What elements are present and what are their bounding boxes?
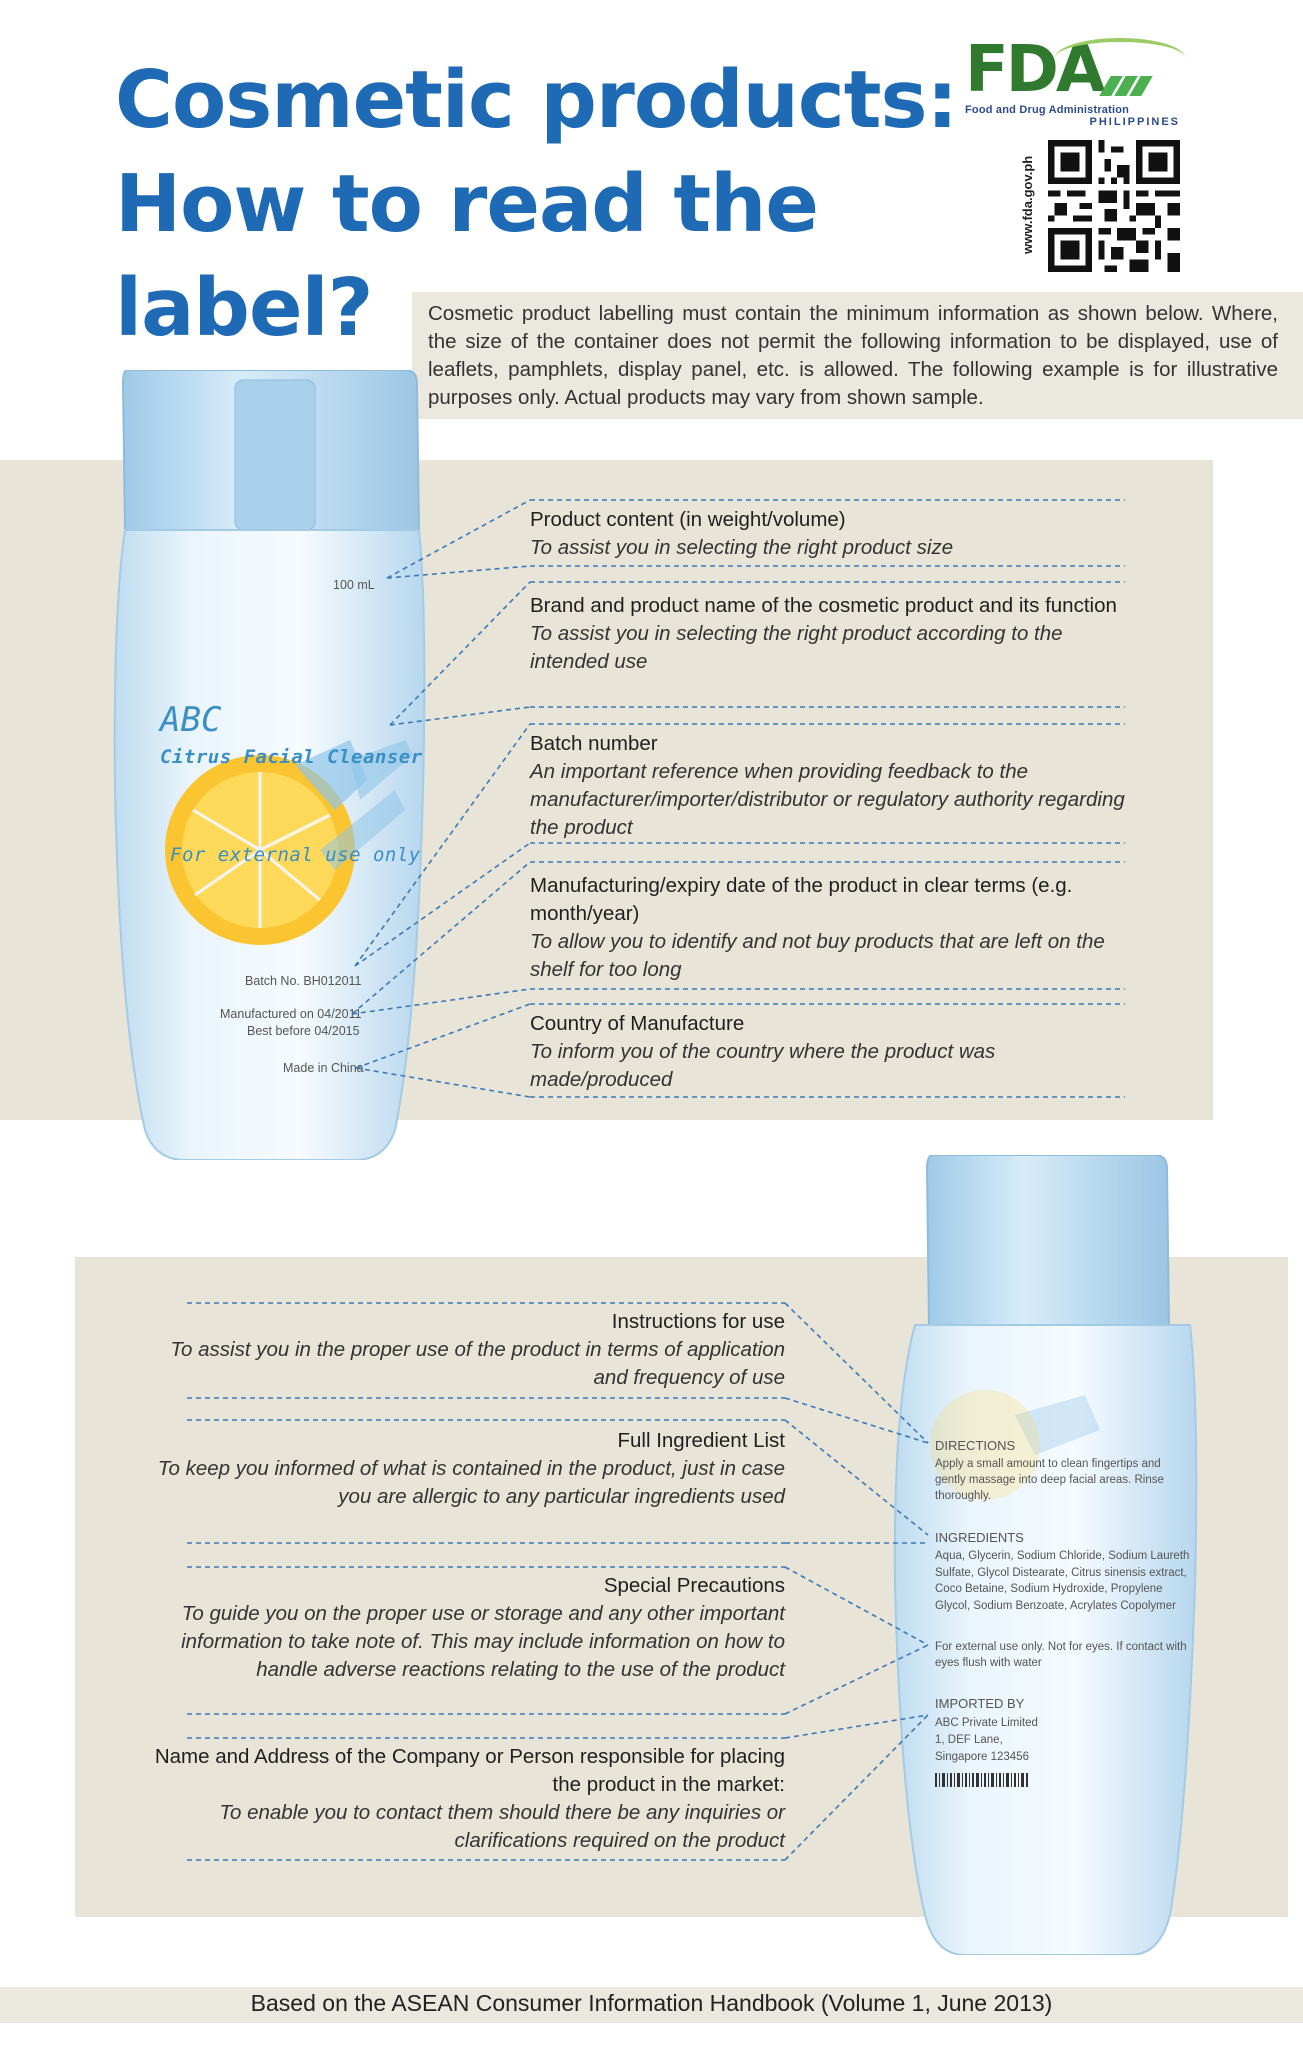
fda-country: PHILIPPINES [1089,116,1180,128]
callout-description: An important reference when providing feedback to the manufacturer/importer/distributor or regulatory authority regarding the product [530,760,1125,839]
callout-heading: Name and Address of the Company or Person responsible for placing the product in the market: [154,1745,785,1796]
fda-logo [965,33,1185,128]
ingredients-text: Aqua, Glycerin, Sodium Chloride, Sodium Laureth Sulfate, Glycol Distearate, Citrus sinensis extract, Coco Betaine, Sodium Hydroxide, Propylene Glycol, Sodium Benzoate, Acrylates Copolymer [935,1550,1190,1612]
qr-code-icon [1048,140,1180,272]
callout-ingredients [140,1427,785,1511]
callout-description: To allow you to identify and not buy products that are left on the shelf for too long [530,930,1105,981]
title-line-1: Cosmetic products: [115,54,958,146]
ingredients-heading: INGREDIENTS [935,1530,1024,1545]
volume-label: 100 mL [333,578,375,592]
importer-line-3: Singapore 123456 [935,1751,1029,1763]
callout-description: To inform you of the country where the product was made/produced [530,1040,996,1091]
callout-description: To guide you on the proper use or storage and any other important information to take note of. This may include information on how to handle adverse reactions relating to the use of the product [181,1602,785,1681]
importer-line-1: ABC Private Limited [935,1717,1038,1729]
callout-company-address [140,1743,785,1855]
manufacture-date: Manufactured on 04/2011 [220,1007,362,1021]
callout-heading: Batch number [530,732,658,755]
callout-batch-number [530,730,1130,842]
importer-heading: IMPORTED BY [935,1696,1025,1711]
best-before-date: Best before 04/2015 [247,1024,360,1038]
product-name: Citrus Facial Cleanser [160,746,423,768]
country-of-origin: Made in China [283,1061,364,1075]
callout-heading: Product content (in weight/volume) [530,508,846,531]
brand-name: ABC [160,700,222,740]
callout-instructions [140,1308,785,1392]
batch-number: Batch No. BH012011 [245,974,362,988]
callout-description: To keep you informed of what is contained in the product, just in case you are allergic to any particular ingredients used [157,1457,785,1508]
callout-heading: Instructions for use [611,1310,785,1333]
callout-precautions [140,1572,785,1684]
callout-country-of-manufacture [530,1010,1130,1094]
callout-heading: Country of Manufacture [530,1012,745,1035]
intro-text: Cosmetic product labelling must contain the minimum information as shown below. Where, the size of the container does not permit the following information to be displayed, use of leaflets, pamphlets, display panel, etc. is allowed. The following example is for illustrative purposes only. Actual products may vary from shown sample. [428,302,1278,409]
callout-heading: Special Precautions [603,1574,785,1597]
callout-description: To assist you in the proper use of the product in terms of application and frequency of use [170,1338,785,1389]
callout-description: To assist you in selecting the right product size [530,536,954,559]
directions-text: Apply a small amount to clean fingertips and gently massage into deep facial areas. Rinse thoroughly. [935,1458,1164,1502]
callout-description: To enable you to contact them should there be any inquiries or clarifications required on the product [219,1801,785,1852]
precaution-text: For external use only. Not for eyes. If contact with eyes flush with water [935,1641,1187,1669]
callout-heading: Full Ingredient List [617,1429,785,1452]
importer-line-2: 1, DEF Lane, [935,1734,1003,1746]
fda-wordmark: FDA [965,33,1103,107]
fda-url: www.fda.gov.ph [1020,155,1035,255]
callout-heading: Manufacturing/expiry date of the product in clear terms (e.g. month/year) [530,874,1073,925]
speed-bars-icon [1105,76,1150,101]
callout-expiry-date [530,872,1130,984]
directions-heading: DIRECTIONS [935,1438,1016,1453]
footer-source: Based on the ASEAN Consumer Information Handbook (Volume 1, June 2013) [250,1990,1053,2016]
barcode-icon [935,1773,1030,1787]
swoosh-icon [1055,38,1185,78]
title-line-2: How to read the label? [115,158,818,354]
callout-heading: Brand and product name of the cosmetic product and its function [530,594,1117,617]
callout-brand-name [530,592,1130,676]
callout-description: To assist you in selecting the right product according to the intended use [530,622,1063,673]
fda-subtitle: Food and Drug Administration [965,104,1130,116]
callout-product-content [530,506,1130,562]
external-use-text: For external use only [170,844,421,866]
